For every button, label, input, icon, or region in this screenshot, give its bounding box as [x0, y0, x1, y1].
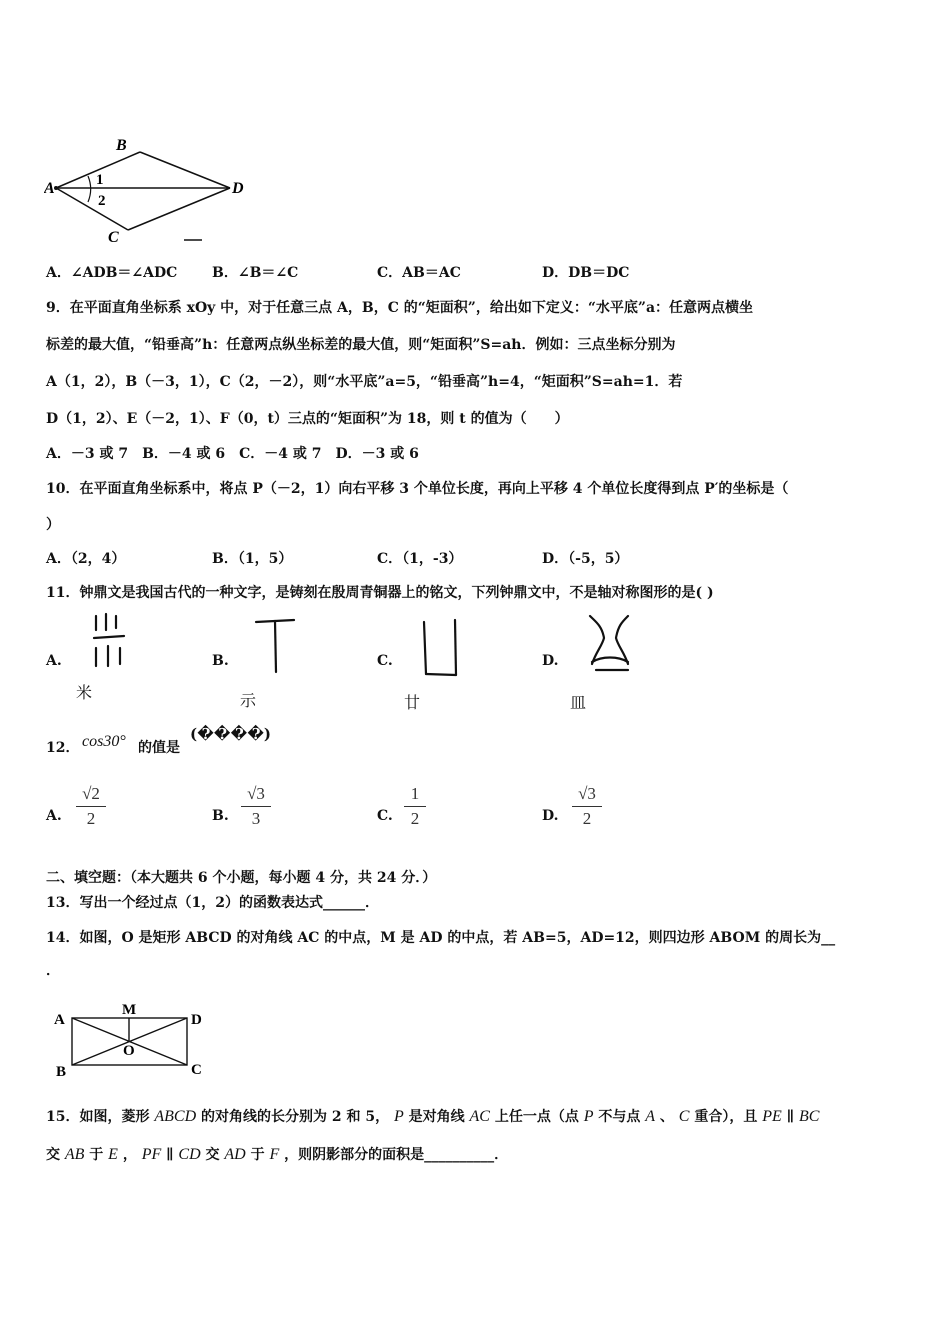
q8-option-a: A．∠ADB＝∠ADC — [46, 265, 178, 281]
q10-stem-line-1: 10．在平面直角坐标系中，将点 P（－2，1）向右平移 3 个单位长度，再向上平移 4 个单位长度得到点 P′的坐标是（ — [46, 481, 789, 497]
q12-option-a-label: A. — [46, 808, 62, 824]
q15-text: ， — [122, 1147, 137, 1163]
q14-rectangle-figure — [50, 1000, 220, 1080]
q12-suffix: 的值是 — [138, 740, 180, 756]
q10-option-b: B．（1，5） — [212, 551, 293, 567]
q15-text: ∥ — [166, 1147, 174, 1163]
section-2-heading: 二、填空题：（本大题共 6 个小题，每小题 4 分，共 24 分．） — [46, 870, 437, 886]
q15-stem-line-2 — [46, 1144, 508, 1164]
q11-glyph-d — [584, 612, 636, 678]
q15-text: 不与点 — [598, 1109, 641, 1125]
q12-fraction-a — [76, 784, 106, 829]
q15-text: 交 — [46, 1147, 60, 1163]
q12-fraction-d-denominator: 2 — [582, 809, 592, 828]
q11-caption-c: 廿 — [404, 693, 421, 712]
q15-math: PE — [762, 1108, 782, 1125]
q8-option-b: B．∠B＝∠C — [212, 265, 299, 281]
q12-expression: cos30° — [82, 733, 126, 750]
q14-stem-line-1: 14．如图，O 是矩形 ABCD 的对角线 AC 的中点，M 是 AD 的中点，若 AB=5，AD=12，则四边形 ABOM 的周长为__ — [46, 930, 836, 946]
q11-glyph-c — [418, 618, 464, 680]
q15-math: ABCD — [154, 1108, 197, 1125]
q12-fraction-c-numerator: 1 — [410, 784, 420, 803]
q15-text: ∥ — [786, 1109, 795, 1125]
q14-label-C: C — [191, 1062, 202, 1078]
q11-caption-b: 示 — [240, 691, 257, 710]
q8-option-c: C．AB＝AC — [377, 265, 461, 281]
q14-stem-line-2: ． — [46, 963, 60, 979]
q15-math: P — [583, 1108, 594, 1125]
q10-option-a: A．（2，4） — [46, 551, 126, 567]
q12-fraction-c — [404, 784, 426, 829]
q8-label-D: D — [232, 180, 244, 197]
q15-math: PF — [141, 1146, 162, 1163]
q15-math: E — [108, 1146, 118, 1163]
q9-stem-line-4: D（1，2）、E（－2，1）、F（0，t）三点的“矩面积”为 18，则 t 的值为（ ） — [46, 411, 569, 427]
q9-stem-line-3: A（1，2），B（－3，1），C（2，－2），则“水平底”a=5，“铅垂高”h=4，“矩面积”S=ah=1．若 — [46, 374, 683, 390]
q9-stem-line-2: 标差的最大值，“铅垂高”h：任意两点纵坐标差的最大值，则“矩面积”S=ah．例如：三点坐标分别为 — [46, 337, 676, 353]
q15-text: 15．如图，菱形 — [46, 1109, 150, 1125]
q8-angle-1: 1 — [96, 172, 104, 188]
q15-math: AB — [64, 1146, 85, 1163]
q15-text: 重合），且 — [694, 1109, 758, 1125]
q15-text: 于 — [89, 1147, 104, 1163]
q12-fraction-b-denominator: 3 — [251, 809, 261, 828]
q8-option-d: D．DB＝DC — [542, 265, 630, 281]
q12-garbled-paren: (����) — [190, 725, 271, 743]
q12-fraction-a-numerator: √2 — [82, 784, 100, 803]
q13-stem: 13．写出一个经过点（1，2）的函数表达式______． — [46, 895, 379, 911]
q10-stem-line-2: ） — [46, 517, 60, 533]
q15-math: AD — [224, 1146, 246, 1163]
q12-fraction-b-numerator: √3 — [247, 784, 265, 803]
q11-option-b-label: B. — [212, 653, 229, 669]
q11-option-d-label: D. — [542, 653, 559, 669]
q12-option-d-label: D. — [542, 808, 559, 824]
q12-fraction-b — [241, 784, 271, 829]
q12-fraction-d-numerator: √3 — [578, 784, 596, 803]
q14-label-M: M — [122, 1002, 137, 1018]
q15-math: AC — [469, 1108, 490, 1125]
q8-label-C: C — [108, 229, 119, 244]
q15-math: P — [394, 1108, 404, 1125]
q11-option-c-label: C. — [377, 653, 393, 669]
q15-text: 的对角线的长分别为 2 和 5， — [201, 1109, 390, 1125]
q15-stem-line-1 — [46, 1106, 819, 1126]
q11-glyph-a — [90, 612, 130, 670]
q11-caption-d: 皿 — [570, 693, 587, 712]
q15-text: 于 — [250, 1147, 265, 1163]
q15-text: 交 — [205, 1147, 220, 1163]
q15-text: 、 — [659, 1109, 674, 1125]
q11-caption-a: 米 — [76, 683, 93, 702]
q15-math: C — [678, 1108, 690, 1125]
q8-kite-figure — [44, 132, 264, 244]
q12-option-b-label: B. — [212, 808, 229, 824]
q12-number: 12． — [46, 740, 80, 756]
q11-stem: 11．钟鼎文是我国古代的一种文字，是铸刻在殷周青铜器上的铭文，下列钟鼎文中，不是轴对称图形的是( ) — [46, 585, 714, 601]
q14-label-O: O — [123, 1043, 135, 1059]
q8-label-B: B — [116, 137, 127, 154]
q11-option-a-label: A. — [46, 653, 62, 669]
q15-math: F — [269, 1146, 280, 1163]
q8-angle-2: 2 — [98, 193, 106, 209]
q14-label-D: D — [191, 1012, 202, 1028]
q9-stem-line-1: 9．在平面直角坐标系 xOy 中，对于任意三点 A，B，C 的“矩面积”，给出如下定义：“水平底”a：任意两点横坐 — [46, 300, 754, 316]
q10-option-c: C．（1，-3） — [377, 551, 463, 567]
q15-text: 上任一点（点 — [494, 1109, 579, 1125]
q10-option-d: D．（-5，5） — [542, 551, 629, 567]
q12-fraction-a-denominator: 2 — [86, 809, 96, 828]
q9-options: A．－3 或 7 B．－4 或 6 C．－4 或 7 D．－3 或 6 — [46, 446, 419, 462]
q15-text: ，则阴影部分的面积是__________． — [284, 1147, 509, 1163]
q12-fraction-c-denominator: 2 — [410, 809, 420, 828]
q8-label-A: A — [44, 180, 55, 197]
q12-fraction-d — [572, 784, 602, 829]
q14-label-B: B — [56, 1064, 67, 1080]
q15-math: CD — [178, 1146, 201, 1163]
q11-glyph-b — [252, 616, 298, 676]
q15-math: BC — [798, 1108, 820, 1125]
q15-text: 是对角线 — [408, 1109, 465, 1125]
q12-option-c-label: C. — [377, 808, 393, 824]
q14-label-A: A — [54, 1012, 65, 1028]
q15-math: A — [645, 1108, 656, 1125]
